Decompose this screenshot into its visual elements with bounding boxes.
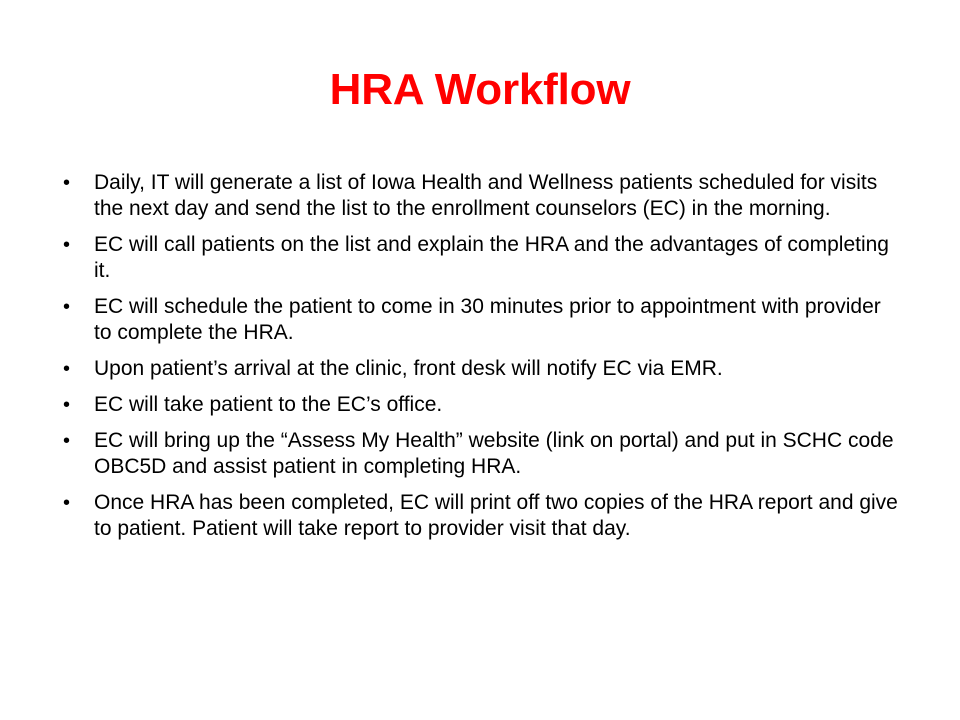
bullet-text: Upon patient’s arrival at the clinic, front desk will notify EC via EMR. [94,357,723,380]
bullet-icon: • [63,358,71,380]
bullet-text: Daily, IT will generate a list of Iowa Health and Wellness patients scheduled for visits the next day and send the list to the enrollment counselors (EC) in the morning. [94,171,878,220]
slide-title: HRA Workflow [329,65,631,114]
bullet-icon: • [63,234,71,256]
bullet-text: EC will bring up the “Assess My Health” website (link on portal) and put in SCHC code OBC5D and assist patient in completing HRA. [94,429,894,478]
bullet-item [60,170,900,222]
bullet-item [60,490,900,542]
bullet-icon: • [63,394,71,416]
bullet-list [60,170,900,552]
bullet-text: EC will schedule the patient to come in 30 minutes prior to appointment with provider to complete the HRA. [94,295,881,344]
bullet-item [60,428,900,480]
bullet-icon: • [63,492,71,514]
bullet-item [60,392,900,418]
bullet-item [60,294,900,346]
bullet-icon: • [63,172,71,194]
bullet-text: EC will call patients on the list and explain the HRA and the advantages of completing it. [94,233,889,282]
bullet-text: Once HRA has been completed, EC will print off two copies of the HRA report and give to patient. Patient will take report to provider visit that day. [94,491,898,540]
bullet-item [60,232,900,284]
bullet-icon: • [63,296,71,318]
bullet-item [60,356,900,382]
bullet-text: EC will take patient to the EC’s office. [94,393,443,416]
bullet-icon: • [63,430,71,452]
